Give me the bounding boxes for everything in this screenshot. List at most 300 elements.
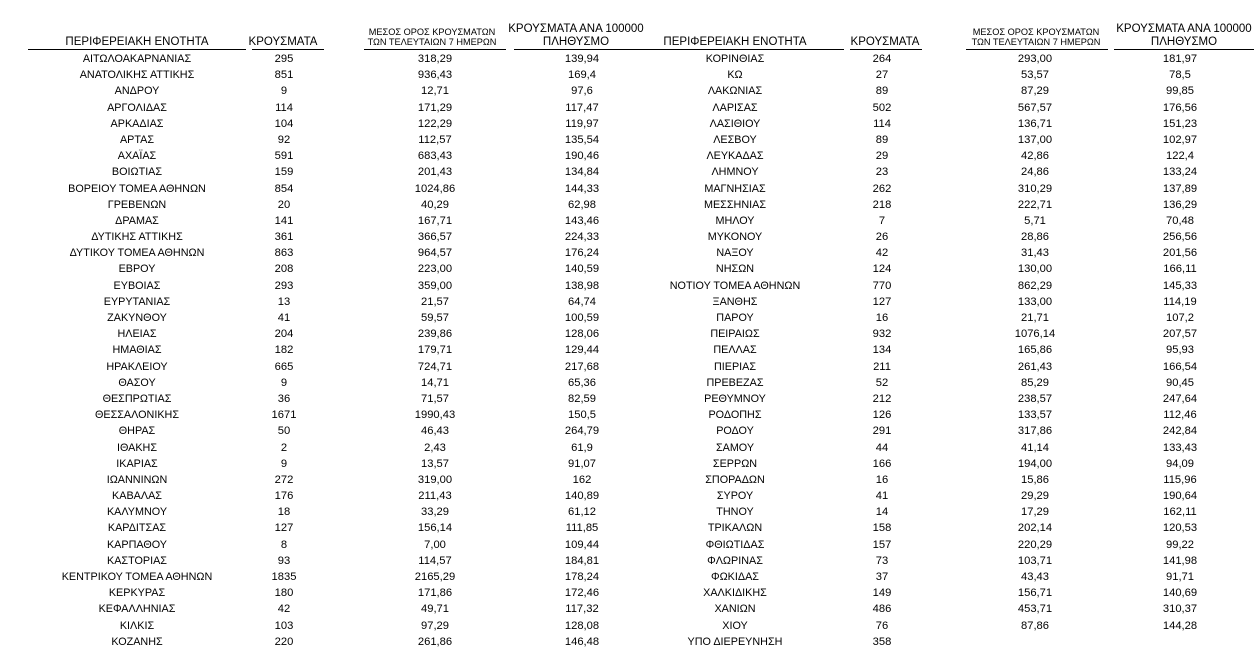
row-cases: 293	[274, 279, 294, 292]
row-cases: 264	[872, 53, 892, 65]
row-per-100k: 111,85	[565, 522, 599, 535]
header-underline	[966, 49, 1108, 50]
header-per-100k-line2: ΠΛΗΘΥΣΜΟ	[1150, 35, 1218, 48]
row-region: ΚΑΒΑΛΑΣ	[112, 490, 162, 503]
row-region: ΕΒΡΟΥ	[118, 263, 156, 276]
row-cases: 9	[280, 376, 288, 389]
row-region: ΙΚΑΡΙΑΣ	[116, 457, 158, 470]
row-7day-average: 567,57	[1017, 101, 1053, 114]
row-per-100k: 117,32	[565, 603, 599, 616]
row-cases: 854	[274, 182, 294, 195]
row-7day-average: 261,86	[417, 635, 453, 648]
header-per-100k-line1: ΚΡΟΥΣΜΑΤΑ ΑΝΑ 100000	[508, 22, 644, 35]
row-cases: 92	[277, 133, 291, 146]
row-cases: 211	[873, 360, 891, 373]
row-region: ΧΑΝΙΩΝ	[714, 603, 756, 616]
row-region: ΚΟΖΑΝΗΣ	[111, 635, 163, 648]
row-per-100k: 90,45	[1166, 376, 1194, 389]
row-per-100k: 62,98	[568, 198, 596, 211]
row-region: ΜΑΓΝΗΣΙΑΣ	[704, 182, 766, 195]
row-region: ΙΘΑΚΗΣ	[116, 441, 158, 454]
row-cases: 37	[875, 571, 889, 583]
row-per-100k: 139,94	[564, 53, 600, 65]
row-cases: 93	[277, 554, 291, 567]
row-cases: 18	[277, 506, 291, 519]
row-cases: 16	[875, 473, 889, 486]
row-7day-average: 71,57	[421, 392, 449, 405]
row-7day-average: 21,71	[1021, 312, 1049, 324]
row-per-100k: 178,24	[564, 571, 600, 583]
row-per-100k: 217,68	[564, 360, 600, 373]
row-region: ΗΡΑΚΛΕΙΟΥ	[106, 360, 168, 373]
row-per-100k: 91,07	[568, 457, 596, 470]
row-7day-average: 211,43	[418, 490, 452, 503]
row-7day-average: 41,14	[1021, 441, 1049, 454]
row-per-100k: 65,36	[568, 376, 596, 389]
row-7day-average: 137,00	[1017, 133, 1053, 146]
row-region: ΛΑΣΙΘΙΟΥ	[709, 117, 761, 130]
row-per-100k: 143,46	[564, 214, 600, 227]
row-cases: 16	[875, 312, 889, 324]
row-cases: 851	[274, 69, 294, 82]
row-cases: 52	[875, 376, 889, 389]
row-cases: 23	[875, 166, 889, 179]
row-per-100k: 207,57	[1162, 328, 1198, 341]
row-cases: 272	[274, 473, 294, 486]
row-7day-average: 24,86	[1021, 166, 1049, 179]
row-region: ΘΕΣΣΑΛΟΝΙΚΗΣ	[94, 409, 179, 422]
row-per-100k: 144,33	[564, 182, 600, 195]
row-cases: 218	[872, 198, 892, 211]
row-cases: 114	[873, 117, 891, 130]
row-7day-average: 42,86	[1021, 150, 1049, 163]
row-region: ΔΥΤΙΚΗΣ ΑΤΤΙΚΗΣ	[91, 231, 183, 244]
row-region: ΜΗΛΟΥ	[715, 214, 755, 227]
row-cases: 220	[274, 635, 294, 648]
row-cases: 124	[872, 263, 892, 276]
row-cases: 157	[872, 538, 892, 551]
row-cases: 182	[274, 344, 294, 357]
row-region: ΕΥΒΟΙΑΣ	[113, 279, 161, 292]
row-per-100k: 176,56	[1162, 101, 1198, 114]
row-region: ΡΕΘΥΜΝΟΥ	[704, 392, 766, 405]
row-7day-average: 31,43	[1021, 247, 1049, 260]
row-cases: 9	[280, 85, 288, 98]
row-region: ΠΙΕΡΙΑΣ	[713, 360, 757, 373]
row-region: ΔΥΤΙΚΟΥ ΤΟΜΕΑ ΑΘΗΝΩΝ	[69, 247, 205, 260]
row-7day-average: 156,14	[417, 522, 453, 535]
row-per-100k: 112,46	[1163, 409, 1197, 422]
row-7day-average: 179,71	[417, 344, 453, 357]
row-7day-average: 136,71	[1017, 117, 1053, 130]
row-7day-average: 167,71	[417, 214, 453, 227]
row-per-100k: 190,64	[1162, 490, 1198, 503]
row-cases: 36	[277, 392, 291, 405]
row-region: ΙΩΑΝΝΙΝΩΝ	[106, 473, 168, 486]
row-7day-average: 13,57	[421, 457, 449, 470]
row-cases: 76	[875, 619, 889, 632]
row-region: ΑΝΑΤΟΛΙΚΗΣ ΑΤΤΙΚΗΣ	[79, 69, 195, 82]
row-cases: 89	[875, 133, 889, 146]
row-7day-average: 223,00	[417, 263, 453, 276]
row-7day-average: 156,71	[1017, 587, 1053, 600]
row-cases: 358	[872, 635, 892, 648]
row-7day-average: 1990,43	[414, 409, 456, 422]
row-region: ΑΝΔΡΟΥ	[114, 85, 160, 98]
row-per-100k: 97,6	[571, 85, 593, 98]
header-underline	[626, 49, 844, 50]
row-per-100k: 144,28	[1162, 619, 1198, 632]
row-per-100k: 169,4	[568, 69, 596, 82]
row-cases: 41	[277, 312, 291, 324]
row-7day-average: 7,00	[424, 538, 446, 551]
row-per-100k: 190,46	[564, 150, 600, 163]
row-region: ΣΕΡΡΩΝ	[712, 457, 758, 470]
row-cases: 127	[872, 295, 892, 308]
row-7day-average: 97,29	[421, 619, 449, 632]
row-per-100k: 166,54	[1162, 360, 1198, 373]
row-7day-average: 59,57	[421, 312, 449, 324]
row-region: ΚΕΡΚΥΡΑΣ	[108, 587, 166, 600]
row-7day-average: 103,71	[1017, 554, 1053, 567]
row-per-100k: 102,97	[1162, 133, 1198, 146]
row-cases: 29	[875, 150, 889, 163]
row-per-100k: 129,44	[564, 344, 600, 357]
row-region: ΗΜΑΘΙΑΣ	[112, 344, 162, 357]
row-cases: 770	[872, 279, 892, 292]
row-7day-average: 28,86	[1021, 231, 1049, 244]
row-region: ΞΑΝΘΗΣ	[712, 295, 758, 308]
row-7day-average: 40,29	[421, 198, 449, 211]
header-underline	[28, 49, 246, 50]
row-per-100k: 166,11	[1163, 263, 1197, 276]
row-region: ΠΡΕΒΕΖΑΣ	[706, 376, 764, 389]
row-7day-average: 317,86	[1017, 425, 1053, 438]
row-region: ΔΡΑΜΑΣ	[115, 214, 159, 227]
row-7day-average: 114,57	[418, 554, 452, 567]
row-per-100k: 201,56	[1162, 247, 1198, 260]
row-region: ΛΗΜΝΟΥ	[711, 166, 759, 179]
row-per-100k: 224,33	[564, 231, 600, 244]
row-region: ΣΠΟΡΑΔΩΝ	[705, 473, 765, 486]
row-per-100k: 146,48	[564, 635, 600, 648]
row-7day-average: 15,86	[1021, 473, 1049, 486]
row-per-100k: 64,74	[568, 295, 596, 308]
row-per-100k: 137,89	[1162, 182, 1198, 195]
row-cases: 208	[274, 263, 294, 276]
row-cases: 42	[277, 603, 291, 616]
row-7day-average: 130,00	[1017, 263, 1053, 276]
row-cases: 361	[274, 231, 294, 244]
row-per-100k: 133,43	[1162, 441, 1198, 454]
row-per-100k: 136,29	[1162, 198, 1198, 211]
header-7day-average-line2: ΤΩΝ ΤΕΛΕΥΤΑΙΩΝ 7 ΗΜΕΡΩΝ	[971, 37, 1101, 48]
header-per-100k-line2: ΠΛΗΘΥΣΜΟ	[542, 35, 610, 48]
row-7day-average: 222,71	[1017, 198, 1053, 211]
row-7day-average: 724,71	[417, 360, 453, 373]
row-cases: 73	[875, 554, 889, 567]
row-per-100k: 61,9	[571, 441, 593, 454]
row-region: ΑΡΓΟΛΙΔΑΣ	[107, 101, 167, 114]
row-7day-average: 862,29	[1017, 279, 1053, 292]
row-per-100k: 99,85	[1166, 85, 1194, 98]
row-cases: 176	[274, 490, 294, 503]
row-7day-average: 238,57	[1017, 392, 1053, 405]
row-cases: 149	[872, 587, 892, 600]
row-7day-average: 85,29	[1021, 376, 1049, 389]
row-region: ΠΑΡΟΥ	[716, 312, 754, 324]
row-per-100k: 264,79	[564, 425, 600, 438]
row-cases: 20	[277, 198, 291, 211]
row-7day-average: 14,71	[421, 376, 449, 389]
row-cases: 591	[274, 150, 294, 163]
row-cases: 41	[875, 490, 889, 503]
row-per-100k: 95,93	[1166, 344, 1194, 357]
row-cases: 204	[274, 328, 294, 341]
row-region: ΧΑΛΚΙΔΙΚΗΣ	[703, 587, 767, 600]
row-region: ΚΑΡΔΙΤΣΑΣ	[107, 522, 167, 535]
header-region: ΠΕΡΙΦΕΡΕΙΑΚΗ ΕΝΟΤΗΤΑ	[65, 35, 209, 48]
row-7day-average: 220,29	[1017, 538, 1053, 551]
header-underline	[850, 49, 922, 50]
row-7day-average: 453,71	[1017, 603, 1053, 616]
row-region: ΤΗΝΟΥ	[716, 506, 754, 519]
row-per-100k: 91,71	[1166, 571, 1194, 583]
row-per-100k: 61,12	[568, 506, 596, 519]
row-region: ΑΡΚΑΔΙΑΣ	[110, 117, 164, 130]
row-region: ΦΩΚΙΔΑΣ	[711, 571, 759, 583]
row-per-100k: 128,06	[564, 328, 600, 341]
row-per-100k: 162	[572, 473, 592, 486]
row-7day-average: 2,43	[424, 441, 446, 454]
row-cases: 104	[274, 117, 294, 130]
row-region: ΓΡΕΒΕΝΩΝ	[107, 198, 167, 211]
row-per-100k: 115,96	[1163, 473, 1197, 486]
row-region: ΚΕΦΑΛΛΗΝΙΑΣ	[98, 603, 176, 616]
row-region: ΛΕΥΚΑΔΑΣ	[706, 150, 764, 163]
row-7day-average: 359,00	[417, 279, 453, 292]
row-per-100k: 242,84	[1162, 425, 1198, 438]
row-cases: 158	[872, 522, 892, 535]
row-7day-average: 201,43	[417, 166, 453, 179]
row-cases: 295	[274, 53, 294, 65]
row-region: ΚΑΡΠΑΘΟΥ	[106, 538, 168, 551]
row-region: ΡΟΔΟΥ	[716, 425, 754, 438]
row-cases: 166	[872, 457, 892, 470]
row-7day-average: 936,43	[417, 69, 453, 82]
row-cases: 126	[872, 409, 892, 422]
row-region: ΕΥΡΥΤΑΝΙΑΣ	[103, 295, 171, 308]
row-cases: 141	[274, 214, 294, 227]
row-per-100k: 100,59	[564, 312, 600, 324]
row-region: ΠΕΙΡΑΙΩΣ	[710, 328, 760, 341]
header-underline	[252, 49, 324, 50]
header-7day-average-line1: ΜΕΣΟΣ ΟΡΟΣ ΚΡΟΥΣΜΑΤΩΝ	[972, 26, 1100, 37]
row-per-100k: 133,24	[1162, 166, 1198, 179]
row-region: ΒΟΙΩΤΙΑΣ	[111, 166, 163, 179]
row-per-100k: 184,81	[564, 554, 600, 567]
row-region: ΝΑΞΟΥ	[716, 247, 754, 260]
row-7day-average: 366,57	[417, 231, 453, 244]
row-region: ΥΠΟ ΔΙΕΡΕΥΝΗΣΗ	[687, 635, 783, 648]
row-cases: 863	[274, 247, 294, 260]
row-cases: 14	[875, 506, 889, 519]
row-7day-average: 171,86	[417, 587, 453, 600]
header-underline	[1114, 49, 1254, 50]
row-7day-average: 2165,29	[414, 571, 456, 583]
row-region: ΗΛΕΙΑΣ	[117, 328, 157, 341]
row-region: ΛΕΣΒΟΥ	[713, 133, 757, 146]
row-cases: 159	[274, 166, 294, 179]
row-cases: 932	[872, 328, 892, 341]
row-7day-average: 5,71	[1024, 214, 1046, 227]
row-region: ΚΕΝΤΡΙΚΟΥ ΤΟΜΕΑ ΑΘΗΝΩΝ	[61, 571, 213, 583]
row-region: ΛΑΡΙΣΑΣ	[712, 101, 758, 114]
row-per-100k: 140,69	[1162, 587, 1198, 600]
row-cases: 114	[275, 101, 293, 114]
header-7day-average-line1: ΜΕΣΟΣ ΟΡΟΣ ΚΡΟΥΣΜΑΤΩΝ	[368, 26, 496, 37]
row-7day-average: 133,57	[1017, 409, 1053, 422]
row-per-100k: 82,59	[568, 392, 596, 405]
row-per-100k: 145,33	[1162, 279, 1198, 292]
row-per-100k: 151,23	[1162, 117, 1198, 130]
row-region: ΚΙΛΚΙΣ	[119, 619, 155, 632]
row-cases: 1835	[271, 571, 297, 583]
row-7day-average: 21,57	[421, 295, 449, 308]
row-region: ΦΛΩΡΙΝΑΣ	[707, 554, 763, 567]
row-region: ΚΩ	[727, 69, 743, 82]
header-cases: ΚΡΟΥΣΜΑΤΑ	[248, 35, 318, 48]
row-cases: 1671	[271, 409, 297, 422]
header-per-100k	[1114, 23, 1254, 49]
header-7day-average-line2: ΤΩΝ ΤΕΛΕΥΤΑΙΩΝ 7 ΗΜΕΡΩΝ	[367, 37, 497, 48]
row-per-100k: 181,97	[1162, 53, 1198, 65]
row-region: ΧΙΟΥ	[722, 619, 748, 632]
row-7day-average: 49,71	[421, 603, 449, 616]
row-7day-average: 133,00	[1017, 295, 1053, 308]
row-7day-average: 29,29	[1021, 490, 1049, 503]
row-region: ΤΡΙΚΑΛΩΝ	[707, 522, 763, 535]
row-region: ΣΥΡΟΥ	[716, 490, 754, 503]
header-7day-average	[956, 27, 1116, 48]
row-region: ΘΑΣΟΥ	[118, 376, 156, 389]
row-per-100k: 119,97	[565, 117, 599, 130]
row-per-100k: 138,98	[564, 279, 600, 292]
row-region: ΖΑΚΥΝΘΟΥ	[107, 312, 167, 324]
row-cases: 262	[872, 182, 892, 195]
row-7day-average: 87,29	[1021, 85, 1049, 98]
header-underline	[364, 49, 506, 50]
row-cases: 502	[872, 101, 892, 114]
row-7day-average: 964,57	[417, 247, 453, 260]
row-per-100k: 94,09	[1166, 457, 1194, 470]
row-per-100k: 134,84	[564, 166, 600, 179]
row-region: ΑΡΤΑΣ	[119, 133, 155, 146]
row-per-100k: 141,98	[1162, 554, 1198, 567]
row-region: ΡΟΔΟΠΗΣ	[708, 409, 762, 422]
row-7day-average: 1076,14	[1014, 328, 1056, 341]
row-7day-average: 1024,86	[414, 182, 456, 195]
row-7day-average: 310,29	[1017, 182, 1053, 195]
row-cases: 42	[875, 247, 889, 260]
row-region: ΣΑΜΟΥ	[715, 441, 755, 454]
row-region: ΝΗΣΩΝ	[715, 263, 755, 276]
row-cases: 27	[875, 69, 889, 82]
row-per-100k: 150,5	[568, 409, 596, 422]
header-cases: ΚΡΟΥΣΜΑΤΑ	[850, 35, 920, 48]
row-7day-average: 17,29	[1021, 506, 1049, 519]
row-7day-average: 12,71	[421, 85, 449, 98]
row-7day-average: 122,29	[417, 117, 453, 130]
row-region: ΝΟΤΙΟΥ ΤΟΜΕΑ ΑΘΗΝΩΝ	[669, 279, 801, 292]
row-region: ΘΗΡΑΣ	[118, 425, 156, 438]
row-per-100k: 70,48	[1166, 214, 1194, 227]
header-per-100k	[506, 23, 646, 49]
row-region: ΒΟΡΕΙΟΥ ΤΟΜΕΑ ΑΘΗΝΩΝ	[68, 182, 206, 195]
row-per-100k: 162,11	[1163, 506, 1197, 519]
row-7day-average: 194,00	[1017, 457, 1053, 470]
row-cases: 486	[872, 603, 892, 616]
row-per-100k: 256,56	[1162, 231, 1198, 244]
row-7day-average: 319,00	[417, 473, 453, 486]
row-per-100k: 140,89	[564, 490, 600, 503]
row-per-100k: 107,2	[1166, 312, 1194, 324]
row-cases: 89	[875, 85, 889, 98]
row-cases: 9	[280, 457, 288, 470]
row-7day-average: 112,57	[418, 133, 452, 146]
row-cases: 50	[277, 425, 291, 438]
row-region: ΑΧΑΪΑΣ	[117, 150, 157, 163]
row-per-100k: 109,44	[564, 538, 600, 551]
row-7day-average: 171,29	[417, 101, 453, 114]
row-per-100k: 128,08	[564, 619, 600, 632]
row-per-100k: 176,24	[564, 247, 600, 260]
row-region: ΚΟΡΙΝΘΙΑΣ	[705, 53, 765, 65]
row-7day-average: 165,86	[1017, 344, 1053, 357]
row-region: ΚΑΣΤΟΡΙΑΣ	[107, 554, 167, 567]
row-7day-average: 46,43	[421, 425, 449, 438]
row-region: ΛΑΚΩΝΙΑΣ	[707, 85, 763, 98]
row-region: ΜΕΣΣΗΝΙΑΣ	[703, 198, 766, 211]
row-cases: 291	[872, 425, 892, 438]
row-cases: 8	[280, 538, 288, 551]
row-cases: 7	[878, 214, 886, 227]
header-per-100k-line1: ΚΡΟΥΣΜΑΤΑ ΑΝΑ 100000	[1116, 22, 1252, 35]
row-7day-average: 318,29	[417, 53, 453, 65]
row-cases: 103	[274, 619, 294, 632]
row-7day-average: 239,86	[417, 328, 453, 341]
row-7day-average: 33,29	[421, 506, 449, 519]
row-per-100k: 247,64	[1162, 392, 1198, 405]
row-7day-average: 87,86	[1021, 619, 1049, 632]
row-per-100k: 114,19	[1163, 295, 1197, 308]
row-per-100k: 120,53	[1162, 522, 1198, 535]
row-per-100k: 310,37	[1162, 603, 1198, 616]
row-per-100k: 78,5	[1169, 69, 1191, 82]
row-cases: 26	[875, 231, 889, 244]
row-cases: 665	[274, 360, 294, 373]
row-per-100k: 135,54	[564, 133, 600, 146]
row-cases: 44	[875, 441, 889, 454]
row-region: ΦΘΙΩΤΙΔΑΣ	[705, 538, 765, 551]
row-region: ΘΕΣΠΡΩΤΙΑΣ	[102, 392, 172, 405]
row-7day-average: 683,43	[417, 150, 453, 163]
row-region: ΠΕΛΛΑΣ	[713, 344, 757, 357]
row-per-100k: 140,59	[564, 263, 600, 276]
row-per-100k: 117,47	[565, 101, 599, 114]
row-cases: 13	[277, 295, 291, 308]
row-cases: 180	[274, 587, 294, 600]
